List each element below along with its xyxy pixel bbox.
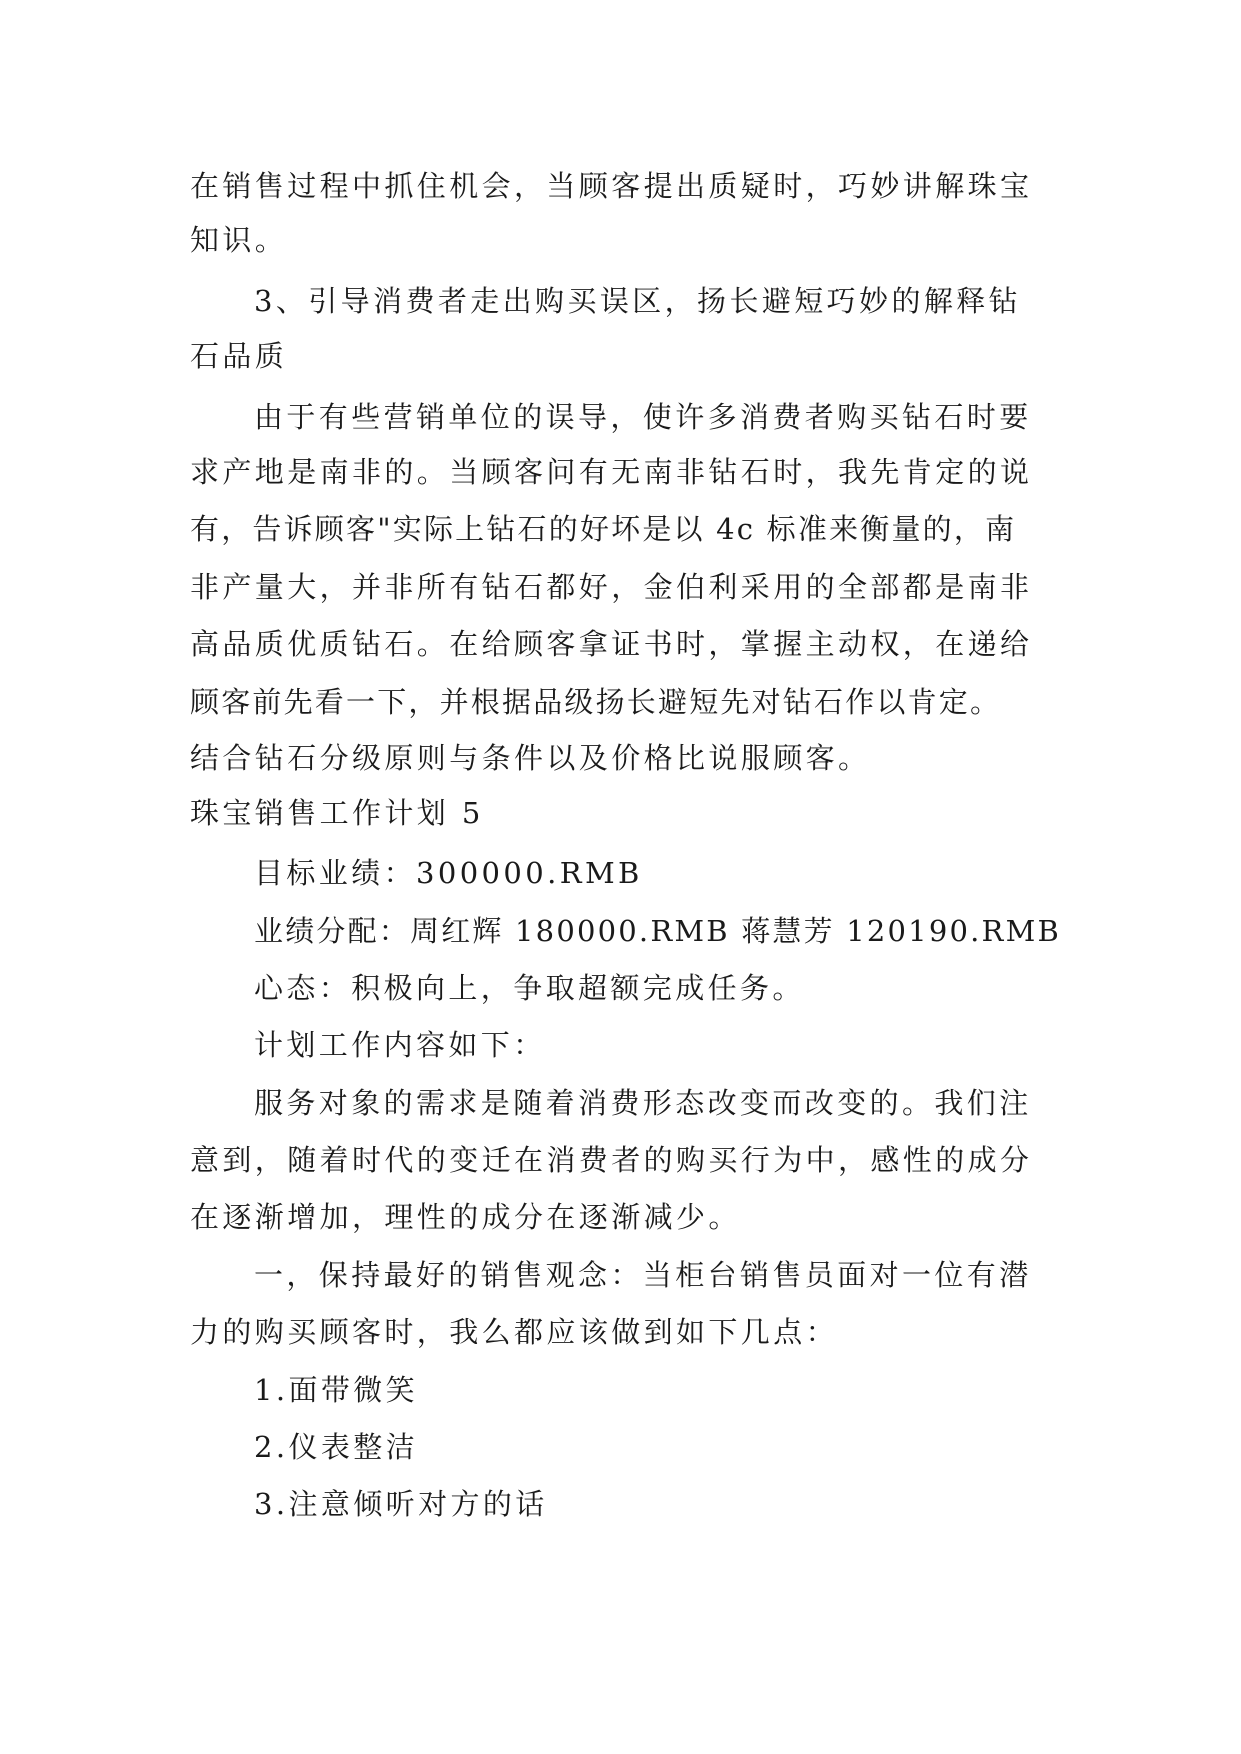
performance-allocation: 业绩分配：周红辉 180000.RMB 蒋慧芳 120190.RMB [254, 914, 1061, 948]
section-title: 珠宝销售工作计划 5 [190, 796, 484, 830]
target-performance: 目标业绩：300000.RMB [254, 856, 643, 890]
list-item: 2.仪表整洁 [254, 1430, 419, 1464]
list-item: 3.注意倾听对方的话 [254, 1487, 548, 1521]
paragraph-line: 服务对象的需求是随着消费形态改变而改变的。我们注 [254, 1086, 1032, 1120]
mindset-line: 心态：积极向上，争取超额完成任务。 [254, 971, 805, 1005]
paragraph-line: 力的购买顾客时，我么都应该做到如下几点： [190, 1315, 839, 1349]
paragraph-line: 由于有些营销单位的误导，使许多消费者购买钻石时要 [254, 400, 1032, 434]
paragraph-line: 在逐渐增加，理性的成分在逐渐减少。 [190, 1200, 741, 1234]
paragraph-line: 高品质优质钻石。在给顾客拿证书时，掌握主动权，在递给 [190, 627, 1033, 661]
section-heading-line: 石品质 [190, 339, 288, 373]
paragraph-line: 一，保持最好的销售观念：当柜台销售员面对一位有潜 [254, 1258, 1032, 1292]
paragraph-line: 求产地是南非的。当顾客问有无南非钻石时，我先肯定的说 [190, 455, 1033, 489]
paragraph-line: 顾客前先看一下，并根据品级扬长避短先对钻石作以肯定。 [190, 685, 1002, 719]
section-heading-line: 3、引导消费者走出购买误区，扬长避短巧妙的解释钻 [254, 284, 1022, 318]
paragraph-line: 知识。 [190, 223, 288, 257]
plan-heading: 计划工作内容如下： [254, 1028, 546, 1062]
paragraph-line: 有，告诉顾客"实际上钻石的好坏是以 4c 标准来衡量的，南 [190, 512, 1017, 546]
paragraph-line: 意到，随着时代的变迁在消费者的购买行为中，感性的成分 [190, 1143, 1033, 1177]
paragraph-line: 结合钻石分级原则与条件以及价格比说服顾客。 [190, 741, 871, 775]
paragraph-line: 在销售过程中抓住机会，当顾客提出质疑时，巧妙讲解珠宝 [190, 169, 1033, 203]
paragraph-line: 非产量大，并非所有钻石都好，金伯利采用的全部都是南非 [190, 570, 1033, 604]
list-item: 1.面带微笑 [254, 1373, 419, 1407]
